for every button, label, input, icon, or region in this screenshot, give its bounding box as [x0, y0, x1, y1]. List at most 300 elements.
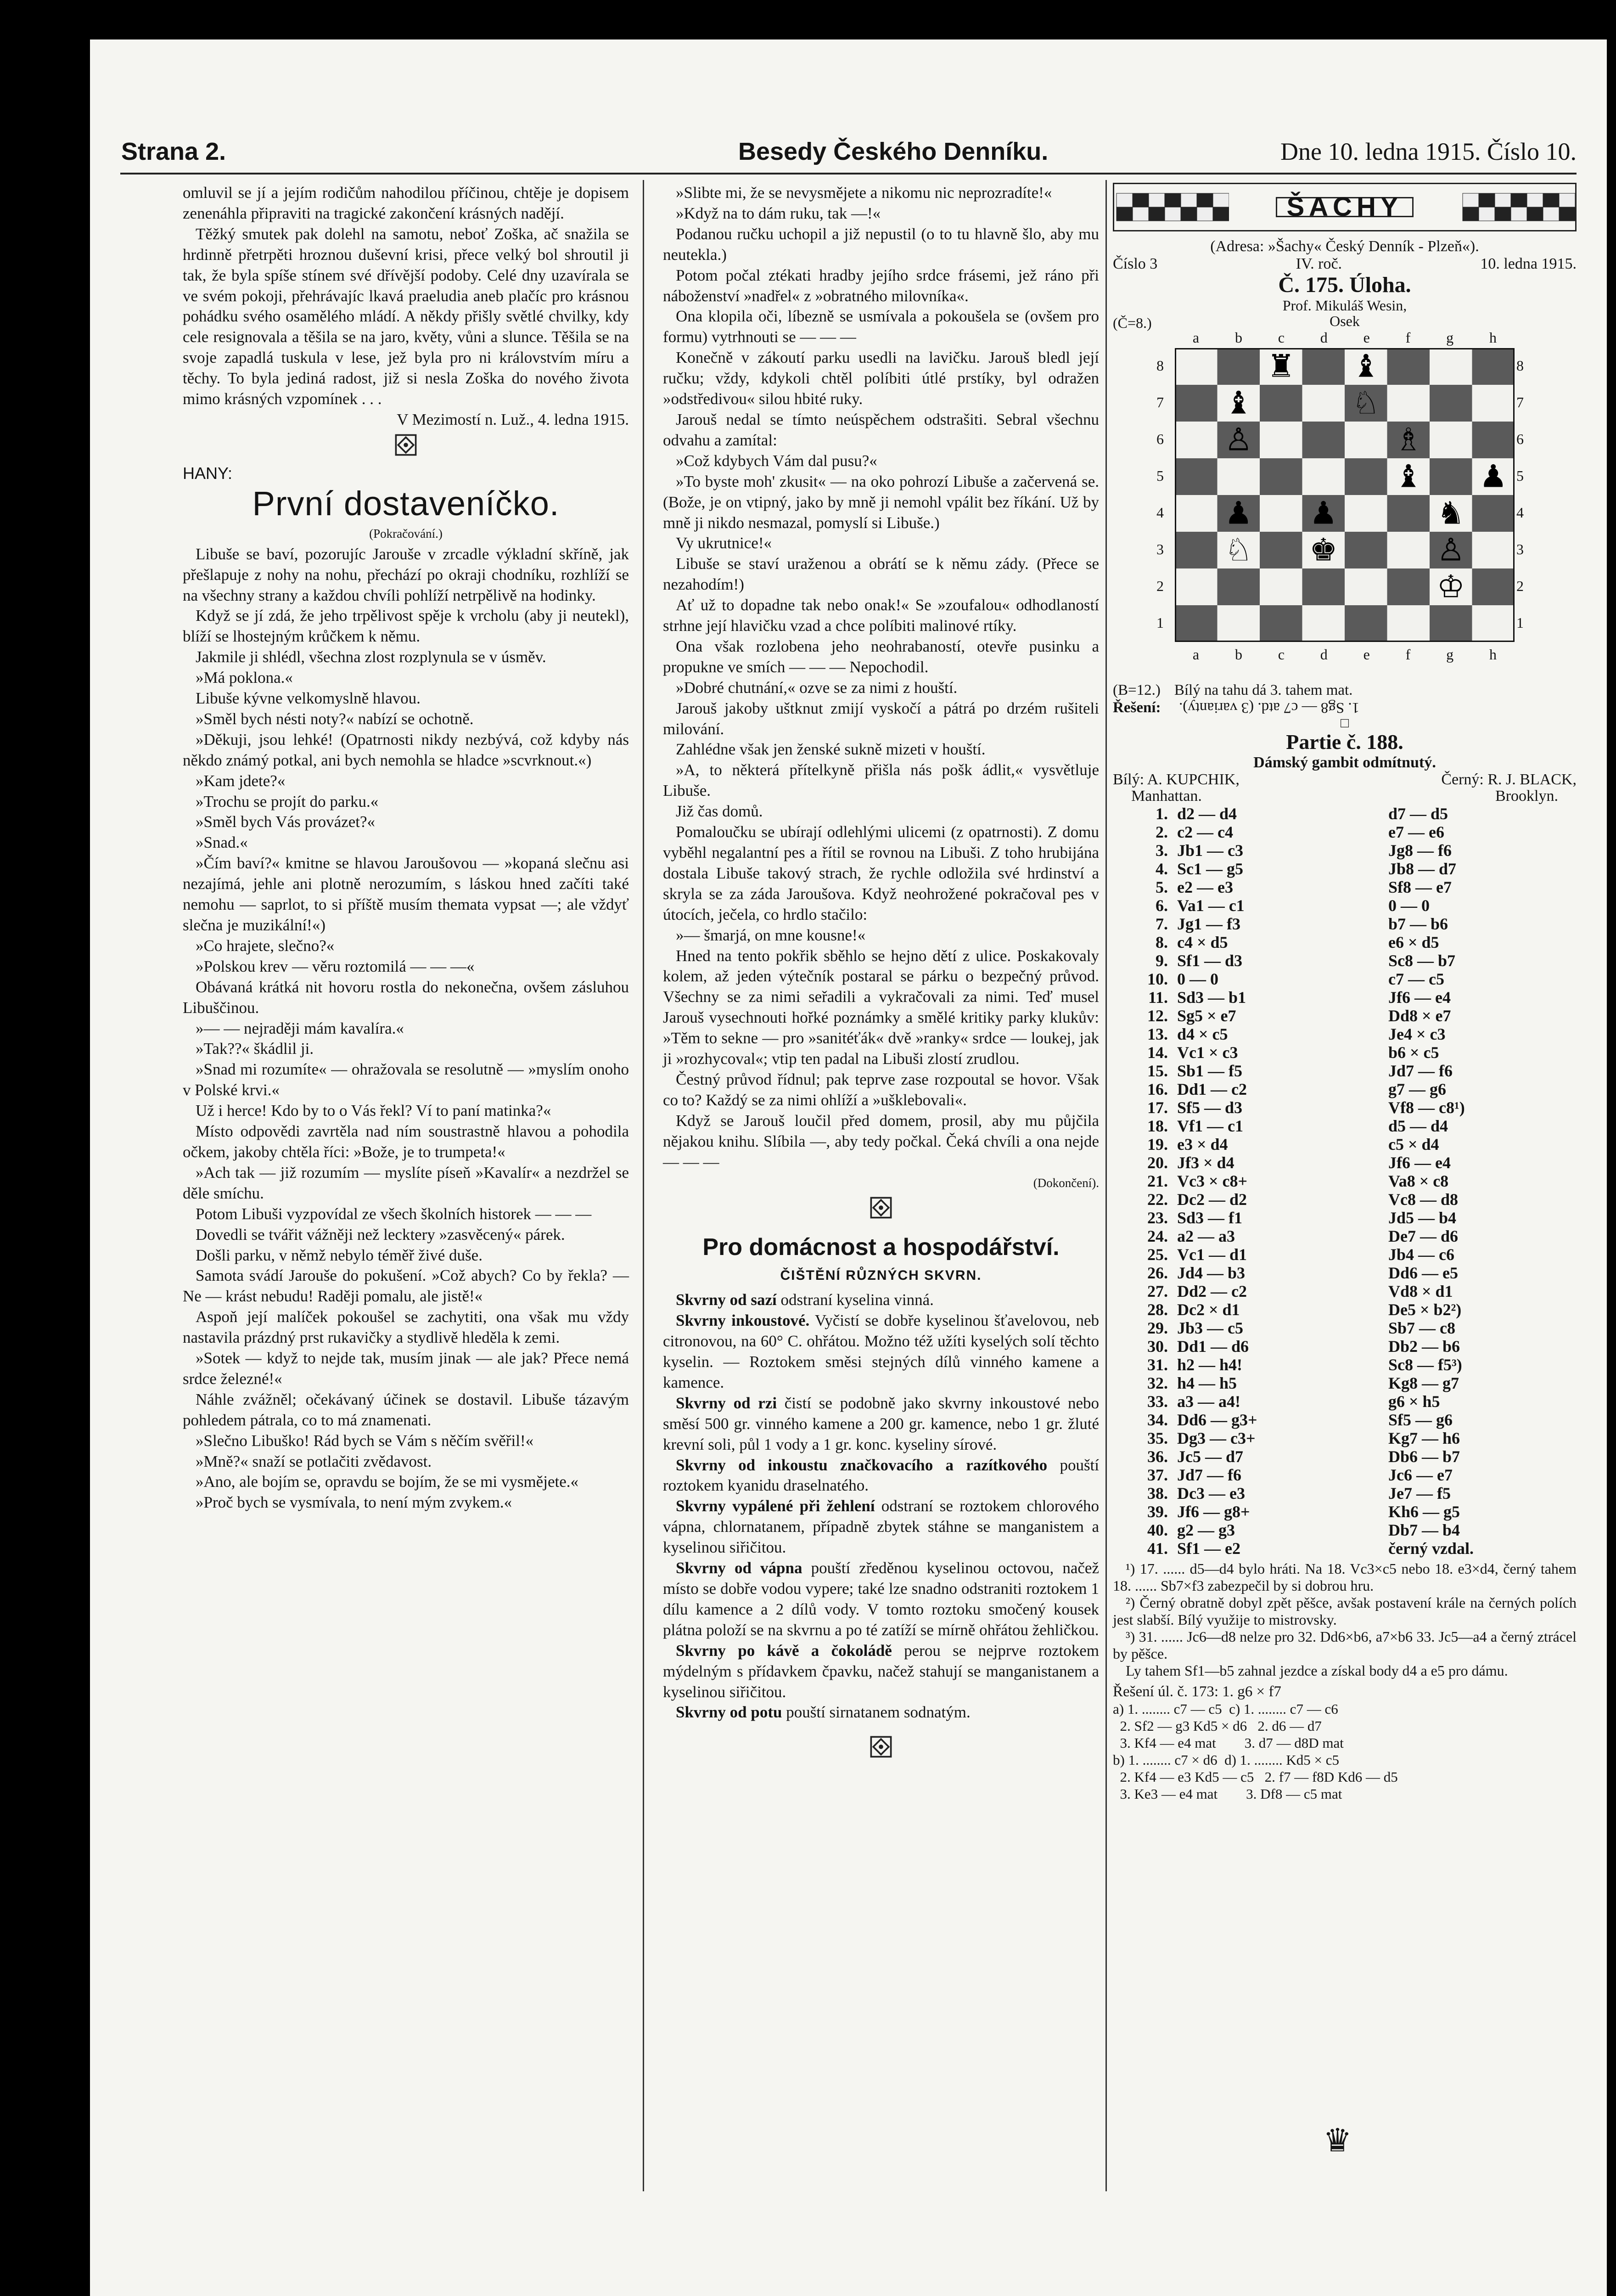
white-piece-count: (B=12.) [1113, 682, 1161, 698]
paragraph: Konečně v zákoutí parku usedli na lavičku. Jarouš bledl její ručku; vždy, kdykoli chtěl políbiti útlé prstíky, byl odražen »odstředivou« silou hbité ruky. [663, 349, 1099, 408]
move-row [1113, 951, 1577, 970]
recipe-keyword: Skvrny inkoustové. [676, 1311, 810, 1330]
checker-square [1479, 207, 1495, 221]
move-row [1113, 1062, 1577, 1080]
move-row [1113, 1172, 1577, 1190]
paragraph: Pomaloučku se ubírají odlehlými ulicemi (z opatrnosti). Z domu vyběhl negalantní pes a řítil se rovnou na Libuši. Z toho hrubijána dostala Libuše takový strach, že rychle odložila své hrdinství a skryla se za záda Jaroušova. Když neohrožené pokračoval pes v útocích, ječela, co hrdlo stačilo: [663, 823, 1099, 923]
checker-square [1197, 207, 1213, 221]
checker-square [1511, 193, 1527, 207]
checker-square [1543, 193, 1559, 207]
paragraph: »Směl bych nésti noty?« nabízí se ochotně. [196, 709, 474, 728]
move-number: 23. [1147, 1209, 1168, 1227]
rank-label: 5 [1156, 467, 1164, 484]
recipe-keyword: Skvrny od inkoustu značkovacího a razítkového [676, 1456, 1048, 1474]
file-label: g [1446, 329, 1454, 346]
white-player: Bílý: A. KUPCHIK, [1113, 771, 1240, 788]
move-row [1113, 970, 1577, 988]
move-number: 26. [1147, 1264, 1168, 1282]
checker-square [1181, 207, 1197, 221]
white-move: c2 — c4 [1177, 823, 1233, 841]
move-row [1113, 896, 1577, 915]
white-move: Sd3 — f1 [1177, 1209, 1243, 1227]
move-row [1113, 1521, 1577, 1539]
checker-square [1213, 207, 1229, 221]
paragraph: »Polskou krev — věru roztomilá — — —« [196, 957, 475, 975]
board-square [1430, 385, 1472, 422]
header-rule [120, 173, 1577, 174]
white-move: Jd4 — b3 [1177, 1264, 1246, 1282]
paragraph: »Slibte mi, že se nevysmějete a nikomu nic neprozradíte!« [676, 184, 1052, 202]
subsection-title: ČIŠTĚNÍ RŮZNÝCH SKVRN. [780, 1268, 982, 1283]
solution-upside-down: 1. Sg8 — c7 atd. (3 varianty). [1179, 699, 1360, 716]
black-player: Černý: R. J. BLACK, [1441, 771, 1577, 788]
board-square [1345, 568, 1387, 605]
rank-label: 7 [1156, 394, 1164, 411]
move-row [1113, 1117, 1577, 1135]
file-label: d [1320, 329, 1328, 346]
board-square [1387, 532, 1430, 568]
board-square [1430, 605, 1472, 642]
column-rule [643, 180, 644, 2191]
file-label: a [1192, 329, 1200, 346]
board-square [1345, 495, 1387, 532]
solution-line: b) 1. ........ c7 × d6 d) 1. ........ Kd5 × c5 [1113, 1752, 1340, 1768]
black-move: Vd8 × d1 [1388, 1282, 1453, 1300]
chess-piece: ♙ [1436, 532, 1465, 568]
rank-label: 3 [1516, 541, 1524, 557]
paragraph: Když se Jarouš loučil před domem, prosil, aby mu půjčila nějakou knihu. Slíbila —, aby tedy počkal. Čeká chvíli a ona nejde — — — [663, 1111, 1099, 1171]
board-square [1472, 348, 1515, 385]
move-row [1113, 1356, 1577, 1374]
black-move: g7 — g6 [1388, 1080, 1446, 1098]
section-title: Pro domácnost a hospodářství. [702, 1234, 1060, 1261]
rank-label: 5 [1516, 467, 1524, 484]
paragraph: Aspoň její malíček pokoušel se zachytiti, ona však mu vždy nastavila prázdný prst rukavičky a stydlivě hleděla k zemi. [183, 1308, 629, 1347]
rank-label: 6 [1516, 431, 1524, 447]
paragraph: »Což kdybych Vám dal pusu?« [676, 451, 877, 470]
story-title: První dostaveníčko. [252, 484, 560, 523]
chess-piece: ♘ [1352, 385, 1380, 422]
checker-square [1197, 193, 1213, 207]
move-row [1113, 1209, 1577, 1227]
move-row [1113, 1300, 1577, 1319]
rank-labels-right [1516, 347, 1533, 641]
white-move: Sf1 — e2 [1177, 1539, 1240, 1558]
move-row [1113, 1098, 1577, 1117]
checker-square [1117, 193, 1133, 207]
board-square [1302, 385, 1345, 422]
move-row [1113, 1080, 1577, 1098]
problem-task-line [1113, 681, 1577, 699]
players-line [1113, 771, 1577, 788]
file-label: b [1234, 646, 1242, 663]
rank-label: 1 [1156, 614, 1164, 631]
move-row [1113, 1025, 1577, 1043]
checker-square [1463, 193, 1479, 207]
paragraph: »Slečno Libuško! Rád bych se Vám s něčím svěřil!« [196, 1431, 534, 1450]
file-label: a [1192, 646, 1200, 663]
paragraph: Samota svádí Jarouše do pokušení. »Což abych? Co by řekla? — Ne — krást nebudu! Raději pomalu, ale jistě!« [183, 1266, 629, 1306]
problem-author: Prof. Mikuláš Wesin, [1282, 297, 1407, 314]
move-number: 38. [1147, 1484, 1168, 1503]
white-move: Sf1 — d3 [1177, 951, 1243, 970]
recipe-item [663, 1702, 1099, 1723]
white-move: Dd1 — d6 [1177, 1337, 1249, 1356]
move-number: 24. [1147, 1227, 1168, 1245]
black-move: c5 × d4 [1388, 1135, 1439, 1154]
issue-date: Dne 10. ledna 1915. Číslo 10. [1280, 138, 1577, 165]
white-move: Sd3 — b1 [1177, 988, 1246, 1007]
move-number: 41. [1147, 1539, 1168, 1558]
paragraph: »A, to některá přítelkyně přišla nás pošk ádlit,« vysvětluje Libuše. [663, 761, 1099, 800]
solution-line: 3. Ke3 — e4 mat 3. Df8 — c5 mat [1113, 1786, 1342, 1802]
story-author: HANY: [183, 463, 233, 483]
white-move: Dd1 — c2 [1177, 1080, 1247, 1098]
board-square [1472, 532, 1515, 568]
black-move: Jg8 — f6 [1388, 841, 1452, 860]
black-move: Jc6 — e7 [1388, 1466, 1453, 1484]
black-move: b7 — b6 [1388, 915, 1448, 933]
crown-ornament-icon: ♛ [1323, 2123, 1352, 2159]
paragraph: Těžký smutek pak dolehl na samotu, neboť Zoška, ač snažila se hrdinně přetrpěti hroznou duševní krisi, přece velký bol shroutil ji tak, že byla spíše stínem své dřívější podoby. Celé dny uzavírala se ve svém pokoji, přehrávajíc lkavá praeludia aneb plačíc pro krásnou pohádku svého osamělého mládí. A někdy přišly světlé chvilky, kdy cele resignovala a těšila se na jaro, květy, vůni a slunce. Těšila se na svoje zapadlá tuskula v lese, jež byla pro ni královstvím míru a těchy. To byla jediná radost, již si nesla Zoška do nového života mimo krásných vzpomínek . . . [183, 225, 629, 408]
black-move: Db2 — b6 [1388, 1337, 1460, 1356]
paragraph: »Má poklona.« [196, 669, 293, 687]
paragraph: »Kam jdete?« [196, 771, 286, 790]
move-number: 22. [1147, 1190, 1168, 1209]
move-row [1113, 1337, 1577, 1356]
file-label: c [1278, 329, 1285, 346]
divider-mark: □ [1340, 715, 1349, 731]
white-move: Jf3 × d4 [1177, 1154, 1234, 1172]
white-move: 0 — 0 [1177, 970, 1218, 988]
board-square [1472, 568, 1515, 605]
rank-label: 2 [1156, 578, 1164, 594]
chess-piece: ♝ [1352, 348, 1380, 385]
chess-address: (Adresa: »Šachy« Český Denník - Plzeň«). [1210, 238, 1479, 255]
board-square [1472, 605, 1515, 642]
board-square [1472, 495, 1515, 532]
move-row [1113, 1319, 1577, 1337]
checker-square [1181, 193, 1197, 207]
move-number: 7. [1156, 915, 1168, 933]
move-number: 32. [1147, 1374, 1168, 1392]
black-move: Db6 — b7 [1388, 1447, 1460, 1466]
white-move: h2 — h4! [1177, 1356, 1243, 1374]
story-body [663, 183, 1099, 1173]
paragraph: Dovedli se tvářit vážněji než lecktery »zasvěcený« párek. [196, 1225, 565, 1244]
black-move: Jb8 — d7 [1388, 860, 1457, 878]
board-square [1175, 532, 1218, 568]
move-row [1113, 1447, 1577, 1466]
move-number: 19. [1147, 1135, 1168, 1154]
recipe-item [663, 1311, 1099, 1393]
white-move: Vc3 × c8+ [1177, 1172, 1247, 1190]
recipe-text: pouští sirnatanem sodnatým. [786, 1703, 971, 1722]
rank-label: 6 [1156, 431, 1164, 447]
black-move: Jf6 — e4 [1388, 1154, 1451, 1172]
paragraph: Vy ukrutnice!« [676, 534, 772, 552]
checker-square [1527, 207, 1543, 221]
chess-piece: ♞ [1436, 495, 1465, 532]
black-move: Jd5 — b4 [1388, 1209, 1457, 1227]
previous-solution-title: Řešení úl. č. 173: 1. g6 × f7 [1113, 1683, 1281, 1700]
white-move: Dd2 — c2 [1177, 1282, 1247, 1300]
checker-square [1527, 193, 1543, 207]
black-move: černý vzdal. [1388, 1539, 1474, 1558]
problem-place: Osek [1330, 313, 1360, 329]
checker-square [1133, 193, 1149, 207]
checker-square [1479, 193, 1495, 207]
board-square [1387, 568, 1430, 605]
recipe-keyword: Skvrny od sazí [676, 1291, 777, 1309]
white-move: c4 × d5 [1177, 933, 1228, 951]
game-note: ¹) 17. ...... d5—d4 bylo hráti. Na 18. Vc3×c5 nebo 18. e3×d4, černý tahem 18. ...... Sb7×f3 zabezpečil by si dobrou hru. [1113, 1560, 1577, 1594]
black-move: Sf5 — g6 [1388, 1411, 1453, 1429]
board-square [1472, 422, 1515, 458]
checker-square [1149, 193, 1165, 207]
rank-labels-left [1156, 347, 1173, 641]
file-labels-top [1175, 329, 1515, 346]
rank-label: 8 [1516, 357, 1524, 374]
move-row [1113, 1539, 1577, 1558]
recipe-item [663, 1641, 1099, 1703]
paragraph: »Sotek — když to nejde tak, musím jinak — ale jak? Přece nemá srdce železné!« [183, 1349, 629, 1388]
solution-line: a) 1. ........ c7 — c5 c) 1. ........ c7 — c6 [1113, 1701, 1338, 1717]
white-move: Jb3 — c5 [1177, 1319, 1243, 1337]
recipe-text: čistí se podobně jako skvrny inkoustové nebo směsí 500 gr. vinného kamene a 200 gr. kamence, nebo 1 gr. žluté krevní soli, půl 1 vody a 1 gr. konc. kyseliny sírové. [663, 1394, 1099, 1453]
move-number: 37. [1147, 1466, 1168, 1484]
file-label: h [1489, 646, 1497, 663]
move-row [1113, 841, 1577, 860]
move-number: 17. [1147, 1098, 1168, 1117]
game-note: ²) Černý obratně dobyl zpět pěšce, avšak postavení krále na černých polích jest slabší. Bílý využije to mistrovsky. [1113, 1594, 1577, 1628]
move-number: 9. [1156, 951, 1168, 970]
rank-label: 3 [1156, 541, 1164, 557]
paragraph: Hned na tento pokřik sběhlo se hejno dětí z ulice. Poskakovaly kolem, až jeden výtečník postaral se párku o bezpečný průvod. Všechny se za nimi seřadili a vykračovali za nimi. Teď musel Jarouš vysechnouti hořké poznámky a smělé kritiky parky klukův: »Těm to sekne — pro »sanitéťák« dvě »ranky« srdce — loukej, jak ji »rozhycoval«; vtip ten padal na Libuši zlostí zrudlou. [663, 946, 1099, 1068]
black-move: Kg7 — h6 [1388, 1429, 1460, 1447]
board-square [1387, 495, 1430, 532]
board-square [1260, 458, 1302, 495]
checker-square [1495, 193, 1511, 207]
chess-piece: ♘ [1224, 532, 1253, 568]
paragraph: »Čím baví?« kmitne se hlavou Jaroušovou — »kopaná slečnu asi nezajímá, jehle ani plotně nerozumím, s láskou hned začíti také nemohu — saprlot, to si příště musím themata vypsat —; ale vždyť slečna je muzikální!«) [183, 854, 629, 934]
chess-diagram [1156, 329, 1533, 678]
recipe-item [663, 1455, 1099, 1497]
chess-issue: Číslo 3 [1113, 255, 1158, 272]
paragraph: Libuše se baví, pozorujíc Jarouše v zrcadle výkladní skříně, jak přešlapuje z nohy na nohu, přechází po okraji chodníku, rozhlíží se na všechny strany a každou chvíli pohlíží netrpělivě na hodinky. [183, 545, 629, 604]
move-number: 3. [1156, 841, 1168, 860]
black-move: Vc8 — d8 [1388, 1190, 1458, 1209]
checker-square [1165, 193, 1181, 207]
checker-square [1165, 207, 1181, 221]
paragraph: Ona však rozlobena jeho neohrabaností, otevře pusinku a propukne ve smích — — — Nepochodil. [663, 637, 1099, 676]
black-move: g6 × h5 [1388, 1392, 1440, 1411]
chess-piece: ♗ [1394, 422, 1423, 458]
black-move: Sf8 — e7 [1388, 878, 1452, 896]
checkerboard-icon [1460, 191, 1575, 223]
move-row [1113, 823, 1577, 841]
recipe-text: pouští zředěnou kyselinou octovou, načež místo se dobře vodou vypere; také lze snadno odstraniti roztokem 1 dílu kamence a 2 dílů vody. V tomto roztoku smočený kousek plátna položí se na skvrnu a po té zatíží se mírně ohřátou žehličkou. [663, 1559, 1100, 1639]
move-number: 18. [1147, 1117, 1168, 1135]
rank-label: 8 [1156, 357, 1164, 374]
story-subtitle: (Pokračování.) [369, 526, 443, 540]
checker-square [1463, 207, 1479, 221]
board-square [1175, 495, 1218, 532]
solution-label: Řešení: [1113, 699, 1161, 716]
black-move: d5 — d4 [1388, 1117, 1448, 1135]
signature-line: V Mezimostí n. Luž., 4. ledna 1915. [397, 410, 629, 428]
paragraph: Podanou ručku uchopil a již nepustil (o to tu hlavně šlo, aby mu neutekla.) [663, 225, 1099, 264]
black-move: Jf6 — e4 [1388, 988, 1451, 1007]
board-square [1218, 605, 1260, 642]
black-move: b6 × c5 [1388, 1043, 1439, 1062]
checker-square [1559, 193, 1575, 207]
chess-piece: ♜ [1267, 348, 1295, 385]
rank-label: 4 [1516, 504, 1524, 521]
move-row [1113, 1466, 1577, 1484]
chess-year: IV. roč. [1296, 255, 1342, 272]
paragraph: Jarouš jakoby uštknut zmijí vyskočí a pátrá po drzém rušiteli milování. [663, 699, 1099, 738]
white-move: a2 — a3 [1177, 1227, 1235, 1245]
black-move: 0 — 0 [1388, 896, 1430, 915]
black-move: Dd8 × e7 [1388, 1007, 1451, 1025]
move-number: 40. [1147, 1521, 1168, 1539]
move-row [1113, 1429, 1577, 1447]
paragraph: »Mně?« snaží se potlačiti zvědavost. [196, 1452, 432, 1470]
paragraph: Když se jí zdá, že jeho trpělivost spěje k vrcholu (aby ji neutekl), blíží se lhostejným krůčkem k němu. [183, 607, 629, 646]
black-move: Va8 × c8 [1388, 1172, 1449, 1190]
paragraph: »Tak??« škádlil ji. [196, 1040, 314, 1058]
black-move: De5 × b2²) [1388, 1300, 1462, 1319]
file-label: b [1234, 329, 1242, 346]
white-move: Dc2 × d1 [1177, 1300, 1240, 1319]
story-end-note: (Dokončení). [1033, 1176, 1099, 1190]
recipe-item [663, 1290, 1099, 1311]
column-rule [1105, 180, 1107, 2191]
move-row [1113, 1264, 1577, 1282]
paragraph: Potom počal ztékati hradby jejího srdce frásemi, jež ráno při náboženství »nadřel« z »obratného milovníka«. [663, 266, 1099, 305]
file-label: e [1363, 329, 1370, 346]
board-square [1175, 568, 1218, 605]
black-city: Brooklyn. [1495, 788, 1558, 805]
story-body [183, 544, 629, 1514]
paragraph: Ať už to dopadne tak nebo onak!« Se »zoufalou« odhodlaností strhne její hlavičku vzad a chce políbiti malinové rtíky. [663, 596, 1099, 635]
chess-board [1175, 348, 1515, 642]
paragraph: Libuše kývne velkomyslně hlavou. [196, 689, 421, 708]
board-square [1175, 385, 1218, 422]
game-note: Ly tahem Sf1—b5 zahnal jezdce a získal body d4 a e5 pro dámu. [1126, 1662, 1508, 1679]
move-row [1113, 1411, 1577, 1429]
move-row [1113, 878, 1577, 896]
checker-square [1511, 207, 1527, 221]
board-square [1218, 458, 1260, 495]
paragraph: Obávaná krátká nit hovoru rostla do nekonečna, ovšem zásluhou Libuščinou. [183, 978, 629, 1017]
move-number: 13. [1147, 1025, 1168, 1043]
black-move: Sc8 — f5³) [1388, 1356, 1462, 1374]
move-row [1113, 1043, 1577, 1062]
paragraph: »Dobré chutnání,« ozve se za nimi z houští. [676, 678, 958, 697]
black-move: e7 — e6 [1388, 823, 1444, 841]
game-notes [1113, 1560, 1577, 1679]
move-number: 12. [1147, 1007, 1168, 1025]
paragraph: »Ach tak — již rozumím — myslíte píseň »Kavalír« a nezdržel se děle smíchu. [183, 1163, 629, 1202]
move-number: 39. [1147, 1503, 1168, 1521]
white-move: Vf1 — c1 [1177, 1117, 1243, 1135]
chess-piece: ♚ [1309, 532, 1338, 568]
move-number: 11. [1148, 988, 1168, 1007]
black-piece-count: (Č=8.) [1113, 315, 1152, 331]
board-square [1218, 348, 1260, 385]
board-square [1430, 458, 1472, 495]
chess-piece: ♟ [1479, 458, 1508, 495]
move-row [1113, 933, 1577, 951]
board-square [1260, 568, 1302, 605]
paragraph: Zahlédne však jen ženské sukně mizeti v houští. [676, 740, 986, 759]
ornament-icon [870, 1736, 892, 1758]
board-square [1345, 422, 1387, 458]
checker-square [1149, 207, 1165, 221]
paragraph: Místo odpovědi zavrtěla nad ním soustrastně hlavou a pohodila očkem, jakoby chtěla říci: »Bože, je to trumpeta!« [183, 1122, 629, 1161]
board-square [1387, 385, 1430, 422]
recipe-text: pouští roztokem kyanidu draselnatého. [663, 1456, 1100, 1495]
move-number: 30. [1147, 1337, 1168, 1356]
black-move: Je4 × c3 [1388, 1025, 1446, 1043]
paragraph: »Když na to dám ruku, tak —!« [676, 204, 881, 222]
black-move: Sb7 — c8 [1388, 1319, 1456, 1337]
move-row [1113, 1007, 1577, 1025]
move-number: 28. [1147, 1300, 1168, 1319]
board-square [1302, 458, 1345, 495]
paragraph: »— — nejraději mám kavalíra.« [196, 1019, 404, 1037]
problem-meta [1113, 313, 1577, 329]
black-move: Jb4 — c6 [1388, 1245, 1454, 1264]
black-move: c7 — c5 [1388, 970, 1444, 988]
move-number: 25. [1147, 1245, 1168, 1264]
ornament-icon [870, 1197, 892, 1219]
move-number: 29. [1147, 1319, 1168, 1337]
paragraph: Došli parku, v němž nebylo téměř živé duše. [196, 1246, 483, 1264]
white-move: Jb1 — c3 [1177, 841, 1243, 860]
problem-title: Č. 175. Úloha. [1278, 273, 1411, 297]
checker-square [1213, 193, 1229, 207]
solution-line: 3. Kf4 — e4 mat 3. d7 — d8D mat [1113, 1735, 1344, 1751]
board-square [1430, 422, 1472, 458]
solution-line: 2. Sf2 — g3 Kd5 × d6 2. d6 — d7 [1113, 1718, 1322, 1734]
board-square [1472, 385, 1515, 422]
paragraph: omluvil se jí a jejím rodičům nahodilou příčinou, chtěje je dopisem zenenáhla připraviti na tragické zakončení krásných nadějí. [183, 184, 629, 222]
checkerboard-icon [1114, 191, 1229, 223]
board-square [1345, 458, 1387, 495]
file-label: d [1320, 646, 1328, 663]
move-row [1113, 988, 1577, 1007]
move-row [1113, 1245, 1577, 1264]
black-move: Je7 — f5 [1388, 1484, 1451, 1503]
board-square [1175, 422, 1218, 458]
file-label: g [1446, 646, 1454, 663]
black-move: Kg8 — g7 [1388, 1374, 1459, 1392]
recipe-item [663, 1393, 1099, 1455]
rank-label: 4 [1156, 504, 1164, 521]
recipe-list [663, 1290, 1099, 1723]
game-opening: Dámský gambit odmítnutý. [1253, 754, 1436, 771]
move-row [1113, 1190, 1577, 1209]
chess-piece: ♔ [1436, 568, 1465, 605]
paragraph: Libuše se staví uraženou a obrátí se k němu zády. (Přece se nezahodím!) [663, 555, 1099, 594]
paragraph: Jakmile ji shlédl, všechna zlost rozplynula se v úsměv. [196, 648, 546, 666]
file-label: c [1278, 646, 1285, 663]
paragraph: »To byste moh' zkusit« — na oko pohrozí Libuše a začervená se. (Bože, je on vtipný, jako by mně ji nemohl vpálit bez říkání. Už by mně ji nikdo nesmazal, pomyslí si Libuše.) [663, 472, 1099, 532]
paragraph: Čestný průvod řídnul; pak teprve zase rozpoutal se hovor. Však co to? Každý se za nimi ohlíží a »ušklebovali«. [663, 1070, 1099, 1109]
